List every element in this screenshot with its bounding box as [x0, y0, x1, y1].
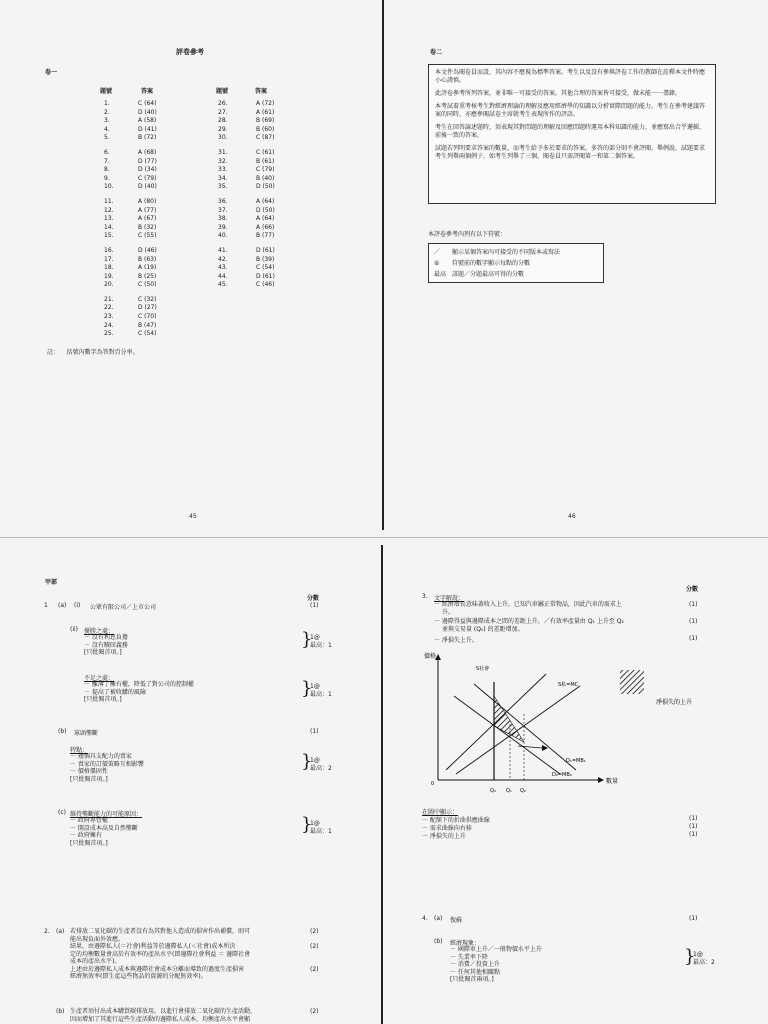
qno: 38.	[218, 215, 228, 223]
axis-arrow-x	[598, 777, 604, 783]
vertical-divider-bottom	[381, 545, 383, 1024]
answer: B (40)	[256, 174, 275, 182]
list-item: － 賣家的訂價策略互相影響	[70, 760, 144, 768]
qno: 11.	[104, 197, 114, 205]
qno: 45.	[218, 281, 228, 289]
answer: A (72)	[256, 100, 275, 107]
answer: A (64)	[256, 197, 275, 205]
answer: D (40)	[138, 183, 157, 191]
q4b-label: (b)	[434, 938, 443, 945]
answer: B (69)	[256, 117, 275, 125]
q3-title: 文字解說：	[434, 595, 465, 602]
answer-group	[104, 296, 194, 339]
answer: D (41)	[138, 125, 157, 133]
answer: D (40)	[138, 108, 157, 116]
q3-mark: (1)	[689, 635, 698, 642]
q1a-i-answer: 公眾有限公司／上市公司	[90, 604, 157, 611]
list-item: － 幾個具支配力的賣家	[70, 753, 132, 760]
demand-curve-0	[454, 696, 560, 774]
answer: D (61)	[256, 272, 275, 280]
col-header-ans-left: 答案	[141, 88, 154, 95]
mark: 1@	[310, 820, 320, 827]
qno: 30.	[218, 134, 228, 142]
symbols-box	[428, 243, 604, 283]
answer-group	[218, 247, 308, 290]
answer: C (46)	[256, 281, 275, 289]
answer: A (77)	[138, 206, 157, 214]
advantages-list	[84, 634, 128, 657]
answer: A (68)	[138, 148, 157, 156]
answer-group	[218, 149, 308, 192]
brace: }	[301, 678, 313, 699]
qno: 12.	[104, 206, 114, 214]
qno: 9.	[104, 174, 110, 182]
shift-arrow	[518, 746, 542, 748]
symbol-row	[434, 247, 598, 258]
advantages-mark	[310, 634, 332, 649]
answer: C (54)	[256, 264, 275, 272]
list-item: － 失業率下降	[450, 953, 488, 961]
q1b-mark: (1)	[310, 728, 319, 735]
list-item: [只批閱首項。]	[84, 649, 122, 656]
qno: 31.	[218, 148, 228, 156]
note-label: 註：	[47, 349, 60, 356]
graph-mark: (1)	[689, 815, 698, 822]
qno: 6.	[104, 148, 110, 156]
list-item: － 沒有贖回義務	[84, 641, 128, 649]
q1-number: 1	[44, 602, 48, 609]
graph-item: － 淨損失的上升	[422, 833, 466, 840]
q2-label: Q₂	[520, 788, 526, 794]
qno: 14.	[104, 223, 114, 231]
symbol-desc: 符號前的數字顯示每點的分數	[452, 260, 531, 267]
q3-mark: (1)	[689, 601, 698, 608]
answer: D (27)	[138, 304, 157, 312]
note-text: 括號內數字為答對百分率。	[66, 349, 139, 356]
notice-box	[428, 64, 716, 204]
horizontal-divider	[0, 537, 768, 538]
qno: 35.	[218, 183, 228, 191]
demand-0-label: D₀=MB₀	[552, 772, 572, 778]
symbol: ／	[434, 249, 441, 256]
answer-group	[218, 100, 308, 143]
score-header: 分數	[686, 586, 699, 593]
qno: 28.	[218, 117, 228, 125]
q4a-answer: 復蘇	[450, 917, 463, 924]
list-item: [只批閱首兩項。]	[450, 976, 494, 983]
q2-number: 2.	[44, 928, 50, 935]
qno: 15.	[104, 232, 114, 240]
text-line: 經濟無效率(即生產這些物品的資源的分配無效率)。	[70, 973, 207, 980]
brace: }	[684, 946, 696, 967]
note	[47, 347, 139, 356]
q1-label: Q₁	[506, 788, 512, 794]
qno: 29.	[218, 125, 228, 133]
answer-table-right	[218, 100, 308, 290]
q2b-mark: (2)	[310, 1008, 319, 1015]
list-item: － 價格僵固性	[70, 768, 108, 775]
page-number: 46	[568, 513, 576, 520]
q1c-title: 維持壟斷能力的可能原因：	[70, 811, 143, 818]
brace: }	[301, 814, 313, 835]
answer: B (25)	[138, 272, 157, 280]
text-line: － 經濟增長意味著收入上升，已知汽車屬正常物品，因此汽車的需求上	[434, 601, 622, 608]
supply-social-label: S社會	[476, 666, 490, 672]
paper-label: 卷二	[430, 49, 443, 56]
q3-mark: (1)	[689, 618, 698, 625]
answer: C (55)	[138, 232, 157, 240]
answer: A (66)	[256, 223, 275, 231]
graph-item: － 配額下的折曲供應曲線	[422, 817, 490, 824]
qno: 34.	[218, 174, 228, 182]
answer: B (61)	[256, 157, 275, 165]
answer: C (32)	[138, 295, 157, 303]
answer: C (54)	[138, 330, 157, 338]
answer: A (19)	[138, 264, 157, 272]
graph-mark: (1)	[689, 823, 698, 830]
qno: 17.	[104, 255, 114, 263]
demand-1-label: D₁=MB₁	[566, 758, 586, 764]
symbol-row	[434, 269, 598, 280]
symbol-desc: 該題／分題最高可得的分數	[452, 271, 525, 278]
notice-para: 本文件為閱卷員而設，其內容不應視為標準答案。考生以及沒有參與評卷工作的教師在詮釋本文件時應小心謹慎。	[435, 69, 706, 84]
qno: 22.	[104, 304, 114, 312]
score-header: 分數	[307, 595, 320, 602]
q2a-mark: (2)	[310, 928, 319, 935]
col-header-ans-right: 答案	[255, 88, 268, 95]
x-axis-label: 數量	[606, 778, 619, 785]
qno: 7.	[104, 157, 110, 165]
q1a-i-mark: (1)	[310, 602, 319, 609]
answer: B (47)	[138, 321, 157, 329]
text-line: 成本的產出水平)。	[70, 958, 121, 965]
q3-item	[434, 601, 622, 616]
text-line: 結果，由邊際私人(＝社會)利益等於邊際私人(＜社會)成本所決	[70, 943, 236, 950]
answer: D (34)	[138, 166, 157, 174]
qno: 43.	[218, 264, 228, 272]
answer: B (63)	[138, 255, 157, 263]
qno: 32.	[218, 157, 228, 165]
qno: 19.	[104, 272, 114, 280]
qno: 13.	[104, 215, 114, 223]
answer: C (87)	[256, 134, 275, 142]
notice-para: 本考試着重考核考生對經濟理論的理解及應用經濟學的知識以分析實際問題的能力。考生在參考建議答案的同時，亦應參閱試卷主席就考生表現所作的評語。	[435, 103, 706, 118]
answer: C (61)	[256, 148, 275, 156]
supply-demand-graph	[414, 652, 734, 804]
y-axis-label: 價格	[424, 653, 437, 660]
mark: 最高：1	[310, 690, 332, 698]
qno: 18.	[104, 264, 114, 272]
symbols-intro: 本評卷參考內列有以下符號：	[428, 231, 507, 238]
qno: 40.	[218, 232, 228, 240]
page-47	[0, 540, 380, 1024]
answer: D (77)	[138, 157, 157, 165]
notice-para: 考生在回答論述題時，須表現其對問題的理解及回應問題時運用本科知識的能力，並應寫出合乎邏輯、前後一致的答案。	[435, 124, 706, 139]
supply-private-label: S私=MC	[558, 682, 579, 688]
answer: A (61)	[256, 108, 275, 116]
page-46	[388, 0, 768, 535]
symbol: 最高	[434, 271, 447, 278]
disadvantages-mark	[310, 683, 332, 698]
answer: C (50)	[138, 281, 157, 289]
q1c-list	[70, 817, 138, 847]
page-48	[388, 540, 768, 1024]
list-item: [只批閱首項。]	[70, 775, 108, 783]
advantages-title: 優勝之處：	[84, 628, 115, 635]
answer-group	[104, 247, 194, 290]
qno: 2.	[104, 108, 110, 116]
answer: B (32)	[138, 223, 157, 231]
answer: D (50)	[256, 183, 275, 191]
paper-label: 卷一	[45, 69, 58, 76]
features-mark	[310, 757, 332, 772]
answer: A (67)	[138, 215, 157, 223]
q1c-mark	[310, 820, 332, 835]
features-title: 特點：	[70, 747, 89, 754]
graph-mark: (1)	[689, 831, 698, 838]
mark: 最高：1	[310, 641, 332, 649]
answer-group	[104, 198, 194, 241]
answer: B (60)	[256, 125, 275, 133]
graph-title: 在圖中顯示：	[422, 809, 459, 816]
qno: 36.	[218, 197, 228, 205]
mark: 1@	[310, 683, 320, 690]
answer-group	[104, 149, 194, 192]
symbol: ⑥	[434, 260, 440, 267]
q1a-i-label: (i)	[74, 602, 81, 609]
page-title: 評卷參考	[176, 48, 204, 56]
brace: }	[301, 751, 313, 772]
answer: C (79)	[138, 174, 157, 182]
q2b-text	[70, 1008, 256, 1023]
answer: A (58)	[138, 117, 157, 125]
q4a-mark: (1)	[689, 915, 698, 922]
col-header-qno-right: 題號	[216, 88, 229, 95]
text-line: 上述由於邊際私人成本與邊際社會成本分離而導致的過度生產損害	[70, 965, 245, 973]
qno: 24.	[104, 321, 114, 329]
mark: 1@	[310, 634, 320, 641]
q2a-label: (a)	[56, 928, 65, 935]
mark: 1@	[310, 757, 320, 764]
origin-label: 0	[431, 781, 435, 787]
q4b-mark	[693, 951, 715, 966]
list-item: － 消費／投資上升	[450, 961, 500, 968]
answer-table-left	[104, 100, 194, 339]
q1a-ii-label: (ii)	[70, 626, 79, 633]
qno: 3.	[104, 117, 110, 125]
disadvantages-title: 不足之處：	[84, 675, 115, 682]
qno: 16.	[104, 246, 114, 254]
brace: }	[301, 629, 313, 650]
symbol-row	[434, 258, 598, 269]
answer: B (77)	[256, 232, 275, 240]
qno: 33.	[218, 166, 228, 174]
mark: 最高：2	[693, 958, 715, 966]
legend-label: 淨損失的上升	[656, 699, 693, 706]
demand-curve-1	[474, 684, 576, 770]
q2a-mark: (2)	[310, 966, 319, 973]
symbol-desc: 顯示某個答案內可接受的不同版本或寫法	[452, 249, 561, 256]
q3-item	[434, 618, 624, 633]
q2a-mark: (2)	[310, 943, 319, 950]
q1b-answer: 寡頭壟斷	[74, 730, 99, 737]
list-item: － 政府專營權	[70, 817, 108, 824]
answer: B (72)	[138, 134, 157, 142]
qno: 26.	[218, 100, 228, 107]
text-line: 因而增加了其進行這些生產活動的邊際私人成本，均衡產出水平會顯	[70, 1015, 251, 1023]
list-item: [只批閱首項。]	[70, 839, 108, 847]
answer: B (39)	[256, 255, 275, 263]
text-line: 並與交易量 (Q₀) 的差距增加。	[442, 625, 524, 633]
list-item: － 國際車上升／一般物價水平上升	[450, 946, 542, 953]
answer-group	[104, 100, 194, 143]
vertical-divider-top	[382, 0, 384, 530]
text-line: 定的均衡數量會高於有效率的產出水平(即邊際社會利益 ＝ 邊際社會	[70, 950, 251, 958]
q1b-label: (b)	[58, 728, 67, 735]
qno: 37.	[218, 206, 228, 214]
qno: 23.	[104, 313, 114, 321]
qno: 39.	[218, 223, 228, 231]
text-line: － 邊際得益與邊際成本之間的差距上升，／有效率產量由 Q₁ 上升至 Q₂	[434, 618, 624, 625]
supply-private-curve	[456, 686, 580, 774]
list-item: － 政府擁有	[70, 832, 102, 839]
q1c-label: (c)	[58, 809, 66, 816]
notice-para: 試題若列明要求答案的數量，而考生給予多於要求的答案，多答的部分則不會評閱。舉例說，試題要求考生列舉兩個例子，如考生列舉了三個，閱卷員只需評閱第一和第二個答案。	[435, 145, 706, 160]
q3-item: － 淨損失上升。	[434, 637, 478, 644]
qno: 42.	[218, 255, 228, 263]
mark: 最高：1	[310, 827, 332, 835]
list-item: － 提高了被收購的風險	[84, 688, 146, 696]
qno: 25.	[104, 330, 114, 338]
section-label: 甲部	[45, 579, 58, 586]
disadvantages-list	[84, 681, 194, 704]
q4a-label: (a)	[434, 915, 443, 922]
q0-label: Q₀	[490, 788, 496, 794]
list-item: － 攤薄了擁有權，降低了對公司的控制權	[84, 681, 194, 688]
features-list	[70, 753, 144, 783]
qno: 41.	[218, 246, 228, 254]
text-line: 能出現負面外效應。	[70, 935, 125, 943]
mark: 1@	[693, 951, 703, 958]
answer: A (64)	[256, 215, 275, 223]
text-line: 升。	[442, 608, 455, 616]
q4b-list	[450, 946, 542, 984]
qno: 44.	[218, 272, 228, 280]
mark: 最高：2	[310, 764, 332, 772]
answer: D (61)	[256, 246, 275, 254]
qno: 20.	[104, 281, 114, 289]
qno: 27.	[218, 108, 228, 116]
qno: 1.	[104, 100, 110, 107]
supply-social-curve	[446, 674, 546, 770]
qno: 8.	[104, 166, 110, 174]
col-header-qno-left: 題號	[100, 88, 113, 95]
list-item: [只批閱首項。]	[84, 696, 122, 703]
page-number: 45	[189, 513, 197, 520]
answer: D (46)	[138, 246, 157, 254]
answer: C (64)	[138, 100, 157, 107]
qno: 5.	[104, 134, 110, 142]
list-item: － 開設成本高及自然壟斷	[70, 824, 138, 832]
text-line: 若排放二氧化碳的生產者沒有為其對他人造成的損害作出補償，則可	[70, 928, 251, 935]
qno: 21.	[104, 295, 114, 303]
legend-swatch	[620, 670, 644, 694]
q3-number: 3.	[422, 593, 428, 600]
answer: D (50)	[256, 206, 275, 214]
notice-para: 此評卷參考所列答案，並非唯一可接受的答案。其他合理的答案皆可接受，做未能一一盡錄。	[435, 90, 682, 97]
q4-number: 4.	[422, 915, 428, 922]
page-45	[0, 0, 380, 535]
graph-item: － 需求曲線向右移	[422, 825, 472, 832]
qno: 10.	[104, 183, 114, 191]
q4b-title: 經濟現象：	[450, 940, 481, 947]
q2a-text	[70, 928, 250, 981]
text-line: 生產者須付出成本購買碳排放用。以進行會排放二氧化碳的生產活動，	[70, 1008, 257, 1015]
q1a-label: (a)	[58, 602, 67, 609]
answer-group	[218, 198, 308, 241]
answer: C (70)	[138, 313, 157, 321]
list-item: － 任何其他相關點	[450, 968, 500, 976]
answer: C (79)	[256, 166, 275, 174]
qno: 4.	[104, 125, 110, 133]
list-item: － 沒有利息負擔	[84, 634, 128, 641]
answer: A (80)	[138, 197, 157, 205]
q2b-label: (b)	[56, 1008, 65, 1015]
